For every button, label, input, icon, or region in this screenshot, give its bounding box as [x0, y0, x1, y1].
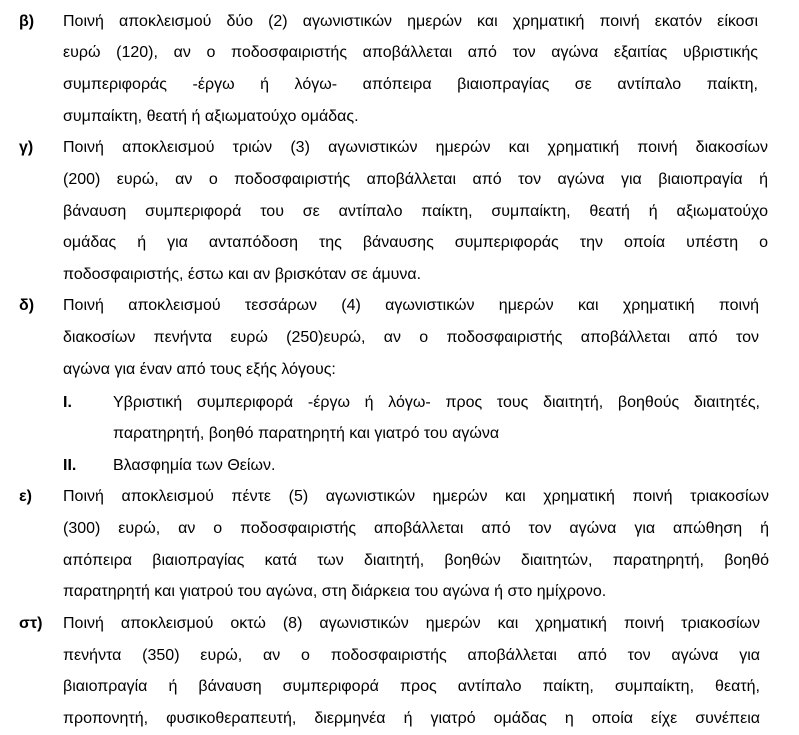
subitem-marker-2: II. [63, 457, 77, 474]
item-beta-line-1: Ποινή αποκλεισμού δύο (2) αγωνιστικών ημερών και χρηματική ποινή εκατόν είκοσι [63, 13, 758, 30]
item-gamma-line-4: ομάδας ή για ανταπόδοση της βάναυσης συμπεριφοράς την οποία υπέστη ο [63, 234, 768, 251]
item-marker-delta: δ) [19, 297, 35, 314]
item-marker-gamma: γ) [19, 139, 34, 156]
item-st-line-4: προπονητή, φυσικοθεραπευτή, διερμηνέα ή γιατρό ομάδας η οποία είχε συνέπεια [63, 710, 760, 727]
item-gamma-line-3: βάναυση συμπεριφορά του σε αντίπαλο παίκτη, συμπαίκτη, θεατή ή αξιωματούχο [63, 203, 768, 220]
item-epsilon-line-4: παρατηρητή και γιατρού του αγώνα, στη διάρκεια του αγώνα ή στο ημίχρονο. [63, 583, 607, 600]
subitem-marker-1: I. [63, 394, 72, 411]
item-epsilon-line-1: Ποινή αποκλεισμού πέντε (5) αγωνιστικών ημερών και χρηματική ποινή τριακοσίων [63, 488, 769, 505]
item-marker-st: στ) [19, 615, 43, 632]
item-beta-line-2: ευρώ (120), αν ο ποδοσφαιριστής αποβάλλεται από τον αγώνα εξαιτίας υβριστικής [63, 44, 758, 61]
subitem-2-line-1: Βλασφημία των Θείων. [113, 457, 276, 474]
item-st-line-3: βιαιοπραγία ή βάναυση συμπεριφορά προς αντίπαλο παίκτη, συμπαίκτη, θεατή, [63, 678, 760, 695]
item-delta-line-2: διακοσίων πενήντα ευρώ (250)ευρώ, αν ο ποδοσφαιριστής αποβάλλεται από τον [63, 329, 759, 346]
subitem-1-line-2: παρατηρητή, βοηθό παρατηρητή και γιατρό του αγώνα [113, 425, 500, 442]
item-gamma-line-2: (200) ευρώ, αν ο ποδοσφαιριστής αποβάλλεται από τον αγώνα για βιαιοπραγία ή [63, 171, 768, 188]
subitem-1-line-1: Υβριστική συμπεριφορά -έργω ή λόγω- προς τους διαιτητή, βοηθούς διαιτητές, [113, 394, 760, 411]
item-delta-line-1: Ποινή αποκλεισμού τεσσάρων (4) αγωνιστικών ημερών και χρηματική ποινή [63, 297, 759, 314]
item-epsilon-line-3: απόπειρα βιαιοπραγίας κατά των διαιτητή, βοηθών διαιτητών, παρατηρητή, βοηθό [63, 552, 769, 569]
item-st-line-1: Ποινή αποκλεισμού οκτώ (8) αγωνιστικών ημερών και χρηματική ποινή τριακοσίων [63, 615, 760, 632]
item-beta-line-3: συμπεριφοράς -έργω ή λόγω- απόπειρα βιαιοπραγίας σε αντίπαλο παίκτη, [63, 76, 758, 93]
item-marker-epsilon: ε) [19, 488, 32, 505]
item-epsilon-line-2: (300) ευρώ, αν ο ποδοσφαιριστής αποβάλλεται από τον αγώνα για απώθηση ή [63, 520, 769, 537]
item-st-line-2: πενήντα (350) ευρώ, αν ο ποδοσφαιριστής αποβάλλεται από τον αγώνα για [63, 647, 760, 664]
item-delta-line-3: αγώνα για έναν από τους εξής λόγους: [63, 361, 336, 378]
item-beta-line-4: συμπαίκτη, θεατή ή αξιωματούχο ομάδας. [63, 108, 359, 125]
item-gamma-line-5: ποδοσφαιριστής, έστω και αν βρισκόταν σε άμυνα. [63, 266, 422, 283]
item-gamma-line-1: Ποινή αποκλεισμού τριών (3) αγωνιστικών ημερών και χρηματική ποινή διακοσίων [63, 139, 768, 156]
item-marker-beta: β) [19, 13, 35, 30]
